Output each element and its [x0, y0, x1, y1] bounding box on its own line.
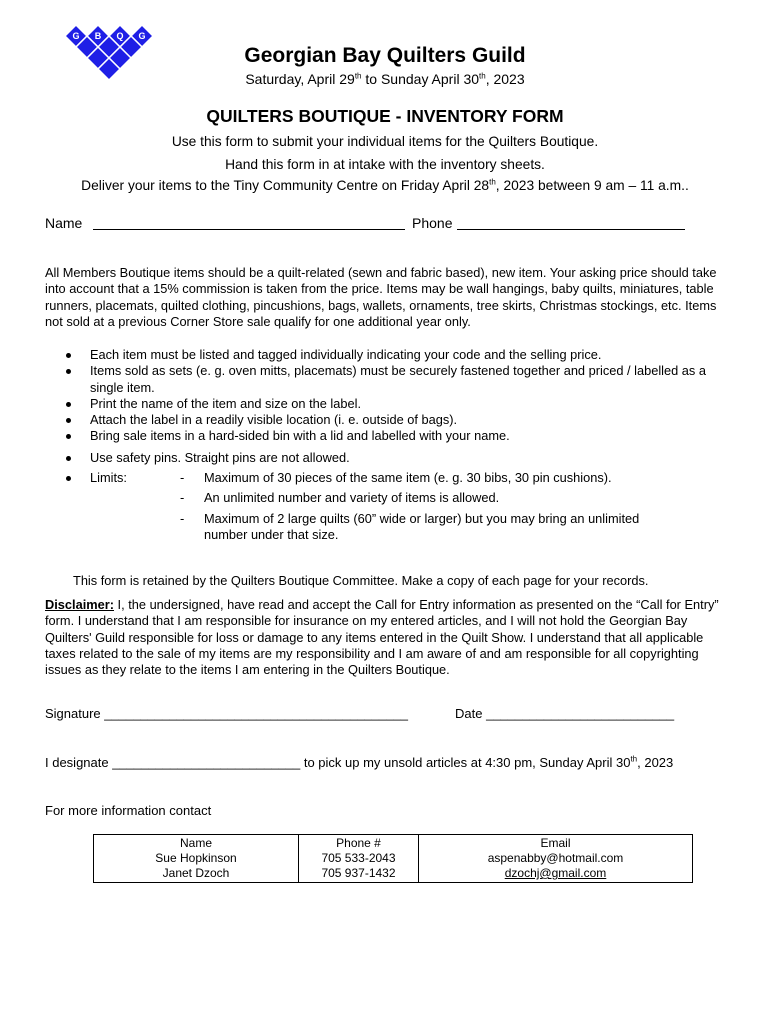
dash-icon: - — [180, 470, 185, 486]
list-item: Bring sale items in a hard-sided bin with a lid and labelled with your name. — [66, 428, 706, 444]
list-item: Use safety pins. Straight pins are not allowed. — [66, 450, 706, 466]
bullet-icon — [66, 476, 71, 481]
bullet-icon — [66, 369, 71, 374]
designate-row: I designate __________________________ to pick up my unsold articles at 4:30 pm, Sunday April 30th, 2023 — [45, 754, 674, 770]
contact-name: Janet Dzoch — [162, 866, 230, 880]
dash-icon: - — [180, 490, 185, 506]
designate-label: I designate — [45, 755, 109, 770]
table-cell — [419, 835, 693, 883]
intro-line-1: Use this form to submit your individual items for the Quilters Boutique. — [171, 134, 599, 149]
contact-phone: 705 937-1432 — [321, 866, 396, 880]
contact-email-link[interactable]: dzochj@gmail.com — [504, 866, 607, 880]
form-title: QUILTERS BOUTIQUE - INVENTORY FORM — [206, 106, 564, 126]
bullet-icon — [66, 353, 71, 358]
contact-intro: For more information contact — [45, 803, 212, 818]
bullet-icon — [66, 434, 71, 439]
date-row — [455, 706, 674, 721]
rules-list — [66, 347, 706, 543]
limits-label: Limits: — [90, 470, 127, 486]
limits-item: - Maximum of 2 large quilts (60” wide or larger) but you may bring an unlimited number under that size. — [180, 510, 640, 542]
list-item: Print the name of the item and size on the label. — [66, 396, 706, 412]
event-dates: Saturday, April 29th to Sunday April 30th, 2023 — [245, 71, 525, 87]
contacts-table — [93, 834, 693, 883]
name-label: Name — [45, 215, 83, 231]
retained-note: This form is retained by the Quilters Boutique Committee. Make a copy of each page for your records. — [73, 573, 649, 588]
date-label: Date — [455, 706, 483, 721]
intro-line-2: Hand this form in at intake with the inventory sheets. — [225, 157, 545, 172]
members-paragraph: All Members Boutique items should be a quilt-related (sewn and fabric based), new item. Your asking price should take into account that a 15% commission is taken from the price. Items may be wall hangings, baby quilts, miniatures, table runners, placemats, quilted clothing, pincushions, bags, wallets, ornaments, tree skirts, Christmas stockings, etc. Items not sold at a previous Corner Store sale qualify for one additional year only. — [45, 265, 717, 329]
list-item: Each item must be listed and tagged individually indicating your code and the selling price. — [66, 347, 706, 363]
header-name: Name — [179, 836, 212, 850]
disclaimer: Disclaimer: I, the undersigned, have read and accept the Call for Entry information as presented on the “Call for Entry” form. I understand that I am responsible for insurance on my entered articles, and I will not hold the Georgian Bay Quilters' Guild responsible for loss or damage to any items entered in the Quilt Show. I understand that all applicable taxes related to the sale of my items are my responsibility and I am aware of and am responsible for all copyrighting issues as they relate to the items I am entering in the Quilters Boutique. — [45, 597, 719, 678]
designate-field[interactable]: __________________________ — [112, 755, 301, 770]
table-row — [94, 835, 693, 883]
dash-icon: - — [180, 510, 185, 526]
logo-letter-q: Q — [116, 31, 124, 41]
bullet-icon — [66, 402, 71, 407]
disclaimer-label: Disclaimer: — [45, 597, 114, 612]
header-email: Email — [540, 836, 571, 850]
bullet-icon — [66, 418, 71, 423]
contact-name: Sue Hopkinson — [155, 851, 237, 865]
name-field[interactable] — [93, 215, 405, 230]
intro-line-3: Deliver your items to the Tiny Community Centre on Friday April 28th, 2023 between 9 am – 11 a.m.. — [81, 177, 689, 193]
signature-row — [45, 706, 408, 721]
header-phone: Phone # — [336, 836, 381, 850]
phone-label: Phone — [412, 215, 453, 231]
date-field[interactable]: __________________________ — [486, 706, 675, 721]
signature-label: Signature — [45, 706, 101, 721]
phone-field[interactable] — [457, 215, 685, 230]
table-cell — [94, 835, 299, 883]
bullet-icon — [66, 456, 71, 461]
logo-letter-g1: G — [72, 31, 80, 41]
limits-item: - An unlimited number and variety of items is allowed. — [180, 490, 500, 506]
limits-item: Limits: - Maximum of 30 pieces of the same item (e. g. 30 bibs, 30 pin cushions). — [66, 470, 706, 486]
logo-letter-b: B — [94, 31, 102, 41]
contact-phone: 705 533-2043 — [321, 851, 396, 865]
list-item: Items sold as sets (e. g. oven mitts, placemats) must be securely fastened together and priced / labelled as a single item. — [66, 363, 706, 396]
contact-email-link[interactable]: aspenabby@hotmail.com — [487, 851, 624, 865]
signature-field[interactable]: __________________________________________ — [104, 706, 408, 721]
logo-letter-g2: G — [138, 31, 146, 41]
table-cell — [299, 835, 419, 883]
list-item: Attach the label in a readily visible location (i. e. outside of bags). — [66, 412, 706, 428]
guild-title: Georgian Bay Quilters Guild — [244, 44, 526, 67]
